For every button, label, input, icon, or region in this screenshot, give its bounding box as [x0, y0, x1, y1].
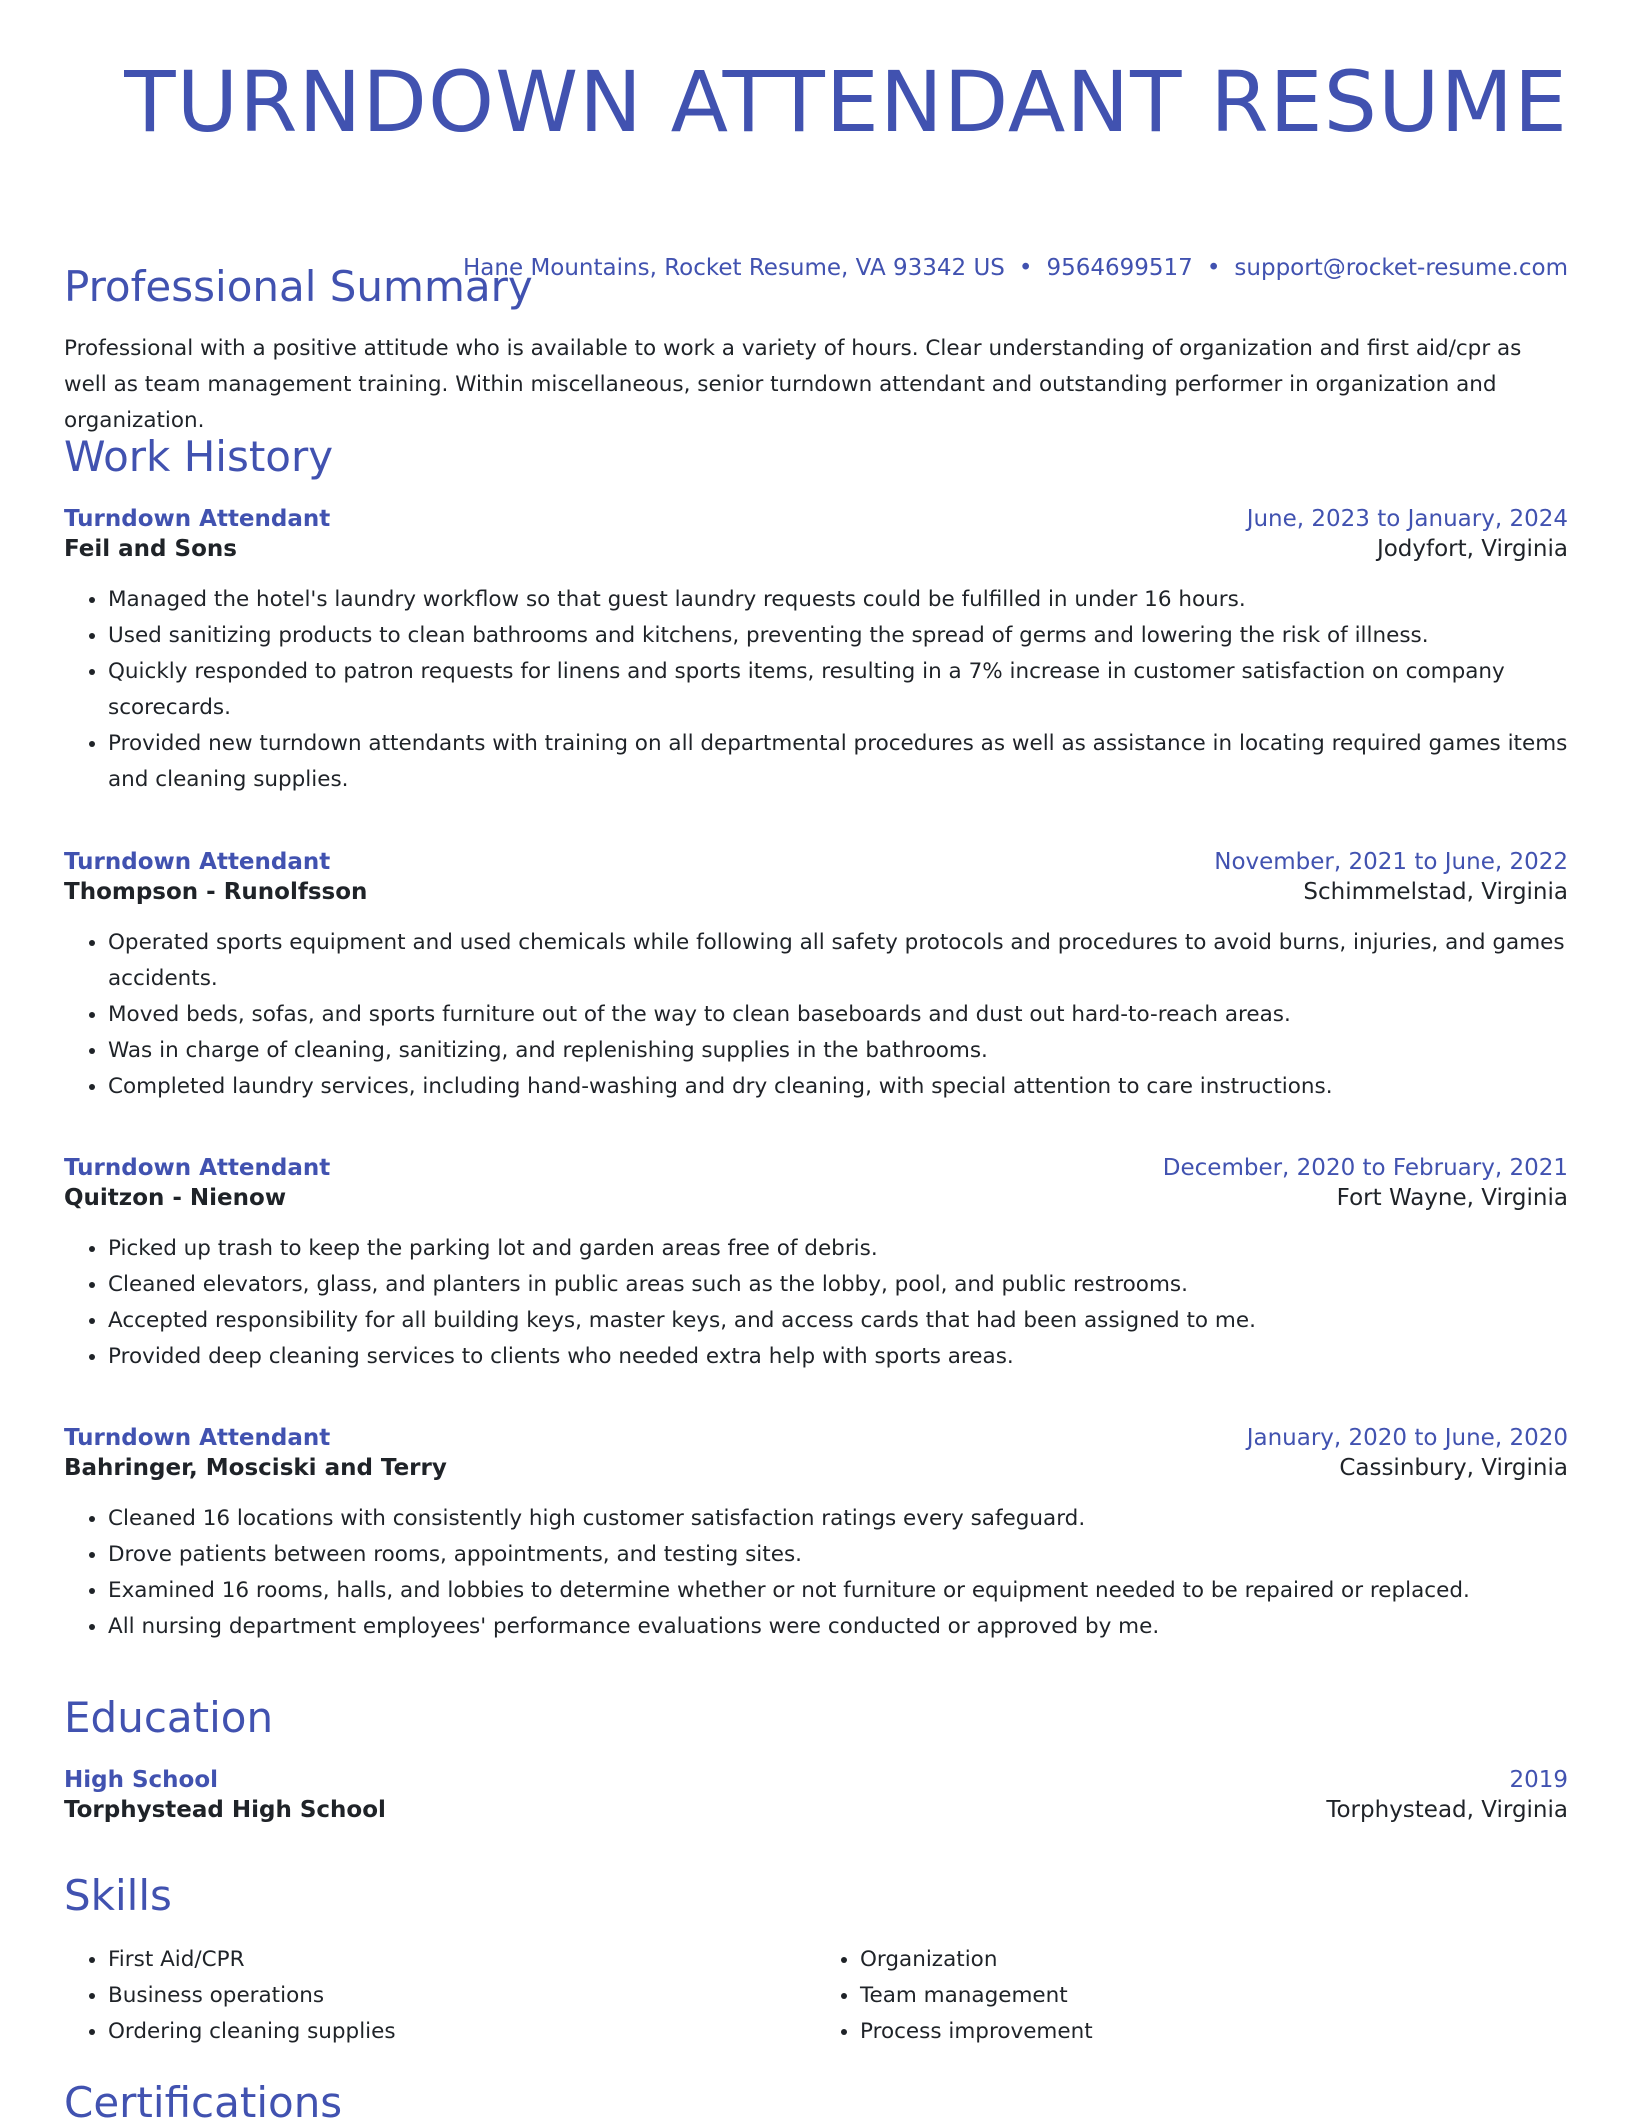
skill-item: • Organization — [860, 1942, 1568, 1978]
summary-heading: Professional Summary — [64, 262, 533, 311]
contact-address: Hane Mountains, Rocket Resume, VA 93342 US — [463, 255, 1005, 281]
job-title: Turndown Attendant — [64, 1425, 331, 1451]
job-company: Bahringer, Mosciski and Terry — [64, 1455, 447, 1481]
job-dates: January, 2020 to June, 2020 — [1246, 1425, 1568, 1451]
job-title: Turndown Attendant — [64, 849, 331, 875]
job-bullet: • Completed laundry services, including hand-washing and dry cleaning, with special attention to care instructions. — [108, 1069, 1568, 1105]
job-title: Turndown Attendant — [64, 1155, 331, 1181]
job-entry — [64, 504, 1568, 798]
job-bullet: • Quickly responded to patron requests for linens and sports items, resulting in a 7% increase in customer satisfaction on company scorecards. — [108, 654, 1568, 726]
job-entry — [64, 1423, 1568, 1645]
job-bullet: • Cleaned elevators, glass, and planters in public areas such as the lobby, pool, and public restrooms. — [108, 1267, 1568, 1303]
contact-email[interactable]: support@rocket-resume.com — [1234, 255, 1568, 281]
resume-title: TURNDOWN ATTENDANT RESUME — [124, 53, 1568, 151]
skill-item: • Team management — [860, 1978, 1568, 2014]
job-company: Quitzon - Nienow — [64, 1185, 287, 1211]
job-bullet: • Moved beds, sofas, and sports furniture out of the way to clean baseboards and dust out hard-to-reach areas. — [108, 997, 1568, 1033]
job-company: Feil and Sons — [64, 536, 237, 562]
job-bullet: • Managed the hotel's laundry workflow so that guest laundry requests could be fulfilled in under 16 hours. — [108, 582, 1568, 618]
education-location: Torphystead, Virginia — [1326, 1797, 1568, 1823]
contact-separator: • — [1206, 255, 1221, 281]
job-entry — [64, 847, 1568, 1105]
job-bullet: • Operated sports equipment and used chemicals while following all safety protocols and procedures to avoid burns, injuries, and games accidents. — [108, 925, 1568, 997]
job-bullets — [64, 925, 1568, 1105]
job-dates: December, 2020 to February, 2021 — [1162, 1155, 1568, 1181]
job-bullets — [64, 1231, 1568, 1375]
job-bullet: • Drove patients between rooms, appointments, and testing sites. — [108, 1537, 1568, 1573]
job-location: Cassinbury, Virginia — [1339, 1455, 1568, 1481]
work-history-heading: Work History — [64, 432, 334, 481]
job-bullet: • Was in charge of cleaning, sanitizing, and replenishing supplies in the bathrooms. — [108, 1033, 1568, 1069]
job-location: Fort Wayne, Virginia — [1336, 1185, 1568, 1211]
job-bullets — [64, 1501, 1568, 1645]
skill-item: • Business operations — [108, 1978, 816, 2014]
summary-text: Professional with a positive attitude who is available to work a variety of hours. Clear understanding of organization and first aid/cpr as well as team management training. Within miscellaneous, senior turndown attendant and outstanding performer in organization and organization. — [64, 336, 1522, 433]
job-title: Turndown Attendant — [64, 506, 331, 532]
job-bullet: • All nursing department employees' performance evaluations were conducted or approved by me. — [108, 1609, 1568, 1645]
job-bullet: • Picked up trash to keep the parking lot and garden areas free of debris. — [108, 1231, 1568, 1267]
job-bullet: • Examined 16 rooms, halls, and lobbies to determine whether or not furniture or equipment needed to be repaired or replaced. — [108, 1573, 1568, 1609]
skill-item: • Ordering cleaning supplies — [108, 2014, 816, 2050]
education-heading: Education — [64, 1693, 274, 1742]
education-year: 2019 — [1509, 1767, 1568, 1793]
certifications-heading: Certifications — [64, 2078, 343, 2127]
job-bullets — [64, 582, 1568, 798]
job-dates: November, 2021 to June, 2022 — [1214, 849, 1568, 875]
job-company: Thompson - Runolfsson — [64, 879, 368, 905]
contact-phone: 9564699517 — [1046, 255, 1193, 281]
job-location: Jodyfort, Virginia — [1376, 536, 1568, 562]
education-entry — [64, 1765, 1568, 1825]
job-bullet: • Provided new turndown attendants with training on all departmental procedures as well as assistance in locating required games items and cleaning supplies. — [108, 726, 1568, 798]
contact-separator: • — [1018, 255, 1033, 281]
job-bullet: • Provided deep cleaning services to clients who needed extra help with sports areas. — [108, 1339, 1568, 1375]
job-location: Schimmelstad, Virginia — [1303, 879, 1568, 905]
job-bullet: • Accepted responsibility for all building keys, master keys, and access cards that had been assigned to me. — [108, 1303, 1568, 1339]
job-bullet: • Cleaned 16 locations with consistently high customer satisfaction ratings every safeguard. — [108, 1501, 1568, 1537]
skills-list — [64, 1942, 1568, 2050]
skills-heading: Skills — [64, 1871, 172, 1920]
education-degree: High School — [64, 1767, 219, 1793]
job-entry — [64, 1153, 1568, 1375]
skill-item: • Process improvement — [860, 2014, 1568, 2050]
skills-column-left — [64, 1942, 816, 2050]
education-school: Torphystead High School — [64, 1797, 386, 1823]
skills-column-right — [816, 1942, 1568, 2050]
job-bullet: • Used sanitizing products to clean bathrooms and kitchens, preventing the spread of germs and lowering the risk of illness. — [108, 618, 1568, 654]
job-dates: June, 2023 to January, 2024 — [1246, 506, 1568, 532]
skill-item: • First Aid/CPR — [108, 1942, 816, 1978]
contact-line — [463, 254, 1568, 282]
